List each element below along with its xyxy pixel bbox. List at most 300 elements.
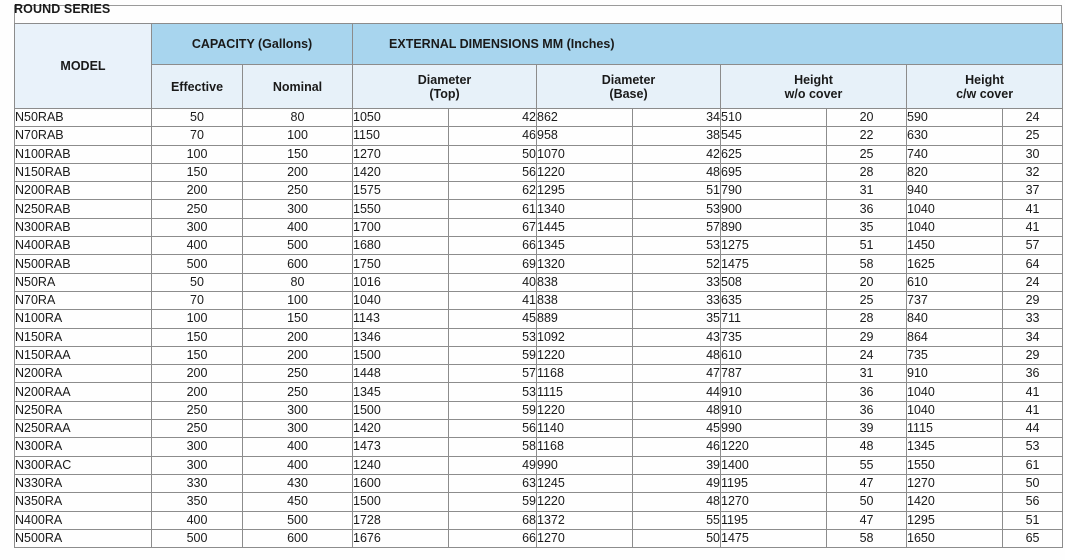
diameter-base-mm-cell: 862 xyxy=(537,109,633,127)
diameter-top-in-cell: 59 xyxy=(449,346,537,364)
height-cw-cover-in-cell: 29 xyxy=(1003,346,1063,364)
diameter-top-header: Diameter (Top) xyxy=(353,65,537,109)
height-wo-cover-in-cell: 39 xyxy=(827,420,907,438)
effective-cell: 150 xyxy=(152,346,243,364)
height-wo-cover-mm-cell: 625 xyxy=(721,145,827,163)
height-wo-cover-in-cell: 20 xyxy=(827,273,907,291)
diameter-base-in-cell: 48 xyxy=(633,346,721,364)
nominal-cell: 80 xyxy=(243,273,353,291)
height-wo-cover-in-cell: 36 xyxy=(827,383,907,401)
height-cw-cover-mm-cell: 610 xyxy=(907,273,1003,291)
diameter-top-mm-cell: 1550 xyxy=(353,200,449,218)
diameter-base-mm-cell: 1295 xyxy=(537,182,633,200)
height-cw-cover-in-cell: 56 xyxy=(1003,493,1063,511)
diameter-base-mm-cell: 1270 xyxy=(537,529,633,547)
effective-cell: 500 xyxy=(152,529,243,547)
effective-cell: 400 xyxy=(152,237,243,255)
diameter-base-in-cell: 45 xyxy=(633,420,721,438)
height-wo-cover-mm-cell: 1400 xyxy=(721,456,827,474)
diameter-base-in-cell: 57 xyxy=(633,218,721,236)
diameter-base-mm-cell: 1320 xyxy=(537,255,633,273)
diameter-base-mm-cell: 838 xyxy=(537,291,633,309)
height-cw-cover-mm-cell: 1115 xyxy=(907,420,1003,438)
height-cw-cover-in-cell: 34 xyxy=(1003,328,1063,346)
height-wo-cover-in-cell: 58 xyxy=(827,529,907,547)
height-wo-cover-in-cell: 47 xyxy=(827,511,907,529)
model-cell: N400RA xyxy=(15,511,152,529)
table-row xyxy=(15,529,1063,547)
model-cell: N300RAB xyxy=(15,218,152,236)
diameter-base-mm-cell: 1140 xyxy=(537,420,633,438)
height-wo-cover-mm-cell: 711 xyxy=(721,310,827,328)
height-cw-cover-header: Height c/w cover xyxy=(907,65,1063,109)
effective-cell: 70 xyxy=(152,127,243,145)
effective-cell: 500 xyxy=(152,255,243,273)
diameter-top-mm-cell: 1575 xyxy=(353,182,449,200)
nominal-cell: 250 xyxy=(243,182,353,200)
height-cw-cover-in-cell: 30 xyxy=(1003,145,1063,163)
model-cell: N70RAB xyxy=(15,127,152,145)
height-wo-cover-in-cell: 28 xyxy=(827,310,907,328)
diameter-top-mm-cell: 1270 xyxy=(353,145,449,163)
height-wo-cover-mm-cell: 1195 xyxy=(721,511,827,529)
diameter-top-in-cell: 45 xyxy=(449,310,537,328)
height-wo-cover-mm-cell: 900 xyxy=(721,200,827,218)
height-wo-cover-mm-cell: 990 xyxy=(721,420,827,438)
table-row xyxy=(15,474,1063,492)
model-cell: N250RA xyxy=(15,401,152,419)
height-cw-cover-mm-cell: 864 xyxy=(907,328,1003,346)
model-cell: N200RAB xyxy=(15,182,152,200)
model-cell: N400RAB xyxy=(15,237,152,255)
diameter-top-mm-cell: 1040 xyxy=(353,291,449,309)
diameter-top-in-cell: 40 xyxy=(449,273,537,291)
diameter-top-mm-cell: 1420 xyxy=(353,163,449,181)
diameter-top-in-cell: 46 xyxy=(449,127,537,145)
diameter-base-header: Diameter (Base) xyxy=(537,65,721,109)
diameter-top-in-cell: 69 xyxy=(449,255,537,273)
model-cell: N300RA xyxy=(15,438,152,456)
model-cell: N250RAA xyxy=(15,420,152,438)
effective-cell: 200 xyxy=(152,383,243,401)
table-body xyxy=(15,109,1063,548)
diameter-top-in-cell: 59 xyxy=(449,401,537,419)
height-wo-cover-in-cell: 20 xyxy=(827,109,907,127)
effective-cell: 300 xyxy=(152,438,243,456)
diameter-base-mm-cell: 1345 xyxy=(537,237,633,255)
diameter-top-in-cell: 68 xyxy=(449,511,537,529)
height-cw-cover-in-cell: 61 xyxy=(1003,456,1063,474)
height-wo-cover-in-cell: 28 xyxy=(827,163,907,181)
diameter-top-in-cell: 58 xyxy=(449,438,537,456)
nominal-cell: 100 xyxy=(243,291,353,309)
effective-cell: 330 xyxy=(152,474,243,492)
height-cw-cover-in-cell: 51 xyxy=(1003,511,1063,529)
table-row xyxy=(15,163,1063,181)
height-cw-cover-mm-cell: 1040 xyxy=(907,218,1003,236)
effective-cell: 50 xyxy=(152,109,243,127)
table-row xyxy=(15,383,1063,401)
height-cw-cover-mm-cell: 630 xyxy=(907,127,1003,145)
nominal-header: Nominal xyxy=(243,65,353,109)
nominal-cell: 80 xyxy=(243,109,353,127)
diameter-base-in-cell: 49 xyxy=(633,474,721,492)
diameter-top-mm-cell: 1016 xyxy=(353,273,449,291)
height-wo-cover-mm-cell: 510 xyxy=(721,109,827,127)
diameter-top-in-cell: 67 xyxy=(449,218,537,236)
height-wo-cover-in-cell: 47 xyxy=(827,474,907,492)
diameter-top-in-cell: 61 xyxy=(449,200,537,218)
height-cw-cover-in-cell: 33 xyxy=(1003,310,1063,328)
model-cell: N200RAA xyxy=(15,383,152,401)
height-cw-cover-mm-cell: 735 xyxy=(907,346,1003,364)
height-cw-cover-mm-cell: 1270 xyxy=(907,474,1003,492)
diameter-base-in-cell: 48 xyxy=(633,401,721,419)
height-wo-cover-in-cell: 31 xyxy=(827,365,907,383)
diameter-base-mm-cell: 838 xyxy=(537,273,633,291)
effective-header: Effective xyxy=(152,65,243,109)
diameter-top-in-cell: 63 xyxy=(449,474,537,492)
height-cw-cover-mm-cell: 1345 xyxy=(907,438,1003,456)
diameter-base-mm-cell: 1445 xyxy=(537,218,633,236)
effective-cell: 150 xyxy=(152,328,243,346)
effective-cell: 300 xyxy=(152,218,243,236)
diameter-base-mm-cell: 1372 xyxy=(537,511,633,529)
diameter-base-in-cell: 44 xyxy=(633,383,721,401)
table-row xyxy=(15,237,1063,255)
height-cw-cover-mm-cell: 1625 xyxy=(907,255,1003,273)
diameter-base-in-cell: 34 xyxy=(633,109,721,127)
model-header: MODEL xyxy=(15,24,152,109)
diameter-top-in-cell: 50 xyxy=(449,145,537,163)
diameter-top-in-cell: 62 xyxy=(449,182,537,200)
height-wo-cover-in-cell: 55 xyxy=(827,456,907,474)
diameter-base-mm-cell: 1168 xyxy=(537,438,633,456)
diameter-top-mm-cell: 1676 xyxy=(353,529,449,547)
diameter-base-in-cell: 33 xyxy=(633,273,721,291)
diameter-base-mm-cell: 1070 xyxy=(537,145,633,163)
height-wo-cover-mm-cell: 1475 xyxy=(721,255,827,273)
model-cell: N250RAB xyxy=(15,200,152,218)
height-wo-cover-in-cell: 48 xyxy=(827,438,907,456)
section-title: ROUND SERIES xyxy=(14,2,111,16)
diameter-top-in-cell: 59 xyxy=(449,493,537,511)
height-cw-cover-in-cell: 36 xyxy=(1003,365,1063,383)
table-row xyxy=(15,255,1063,273)
height-wo-cover-in-cell: 35 xyxy=(827,218,907,236)
height-wo-cover-mm-cell: 545 xyxy=(721,127,827,145)
effective-cell: 200 xyxy=(152,365,243,383)
nominal-cell: 200 xyxy=(243,346,353,364)
table-row xyxy=(15,328,1063,346)
height-cw-cover-mm-cell: 1550 xyxy=(907,456,1003,474)
table-row xyxy=(15,218,1063,236)
diameter-base-in-cell: 51 xyxy=(633,182,721,200)
height-cw-cover-mm-cell: 1420 xyxy=(907,493,1003,511)
height-wo-cover-in-cell: 58 xyxy=(827,255,907,273)
nominal-cell: 250 xyxy=(243,365,353,383)
height-cw-cover-in-cell: 57 xyxy=(1003,237,1063,255)
table-row xyxy=(15,365,1063,383)
model-cell: N330RA xyxy=(15,474,152,492)
height-cw-cover-in-cell: 29 xyxy=(1003,291,1063,309)
table-row xyxy=(15,511,1063,529)
table-row xyxy=(15,456,1063,474)
diameter-top-mm-cell: 1346 xyxy=(353,328,449,346)
model-cell: N350RA xyxy=(15,493,152,511)
effective-cell: 250 xyxy=(152,401,243,419)
nominal-cell: 500 xyxy=(243,237,353,255)
effective-cell: 300 xyxy=(152,456,243,474)
diameter-base-in-cell: 33 xyxy=(633,291,721,309)
diameter-base-mm-cell: 1168 xyxy=(537,365,633,383)
height-wo-cover-mm-cell: 695 xyxy=(721,163,827,181)
height-wo-cover-mm-cell: 635 xyxy=(721,291,827,309)
diameter-base-mm-cell: 1092 xyxy=(537,328,633,346)
height-wo-cover-mm-cell: 910 xyxy=(721,383,827,401)
table-row xyxy=(15,401,1063,419)
model-cell: N100RA xyxy=(15,310,152,328)
diameter-base-mm-cell: 1220 xyxy=(537,346,633,364)
model-cell: N150RA xyxy=(15,328,152,346)
height-wo-cover-mm-cell: 1275 xyxy=(721,237,827,255)
table-row xyxy=(15,127,1063,145)
height-cw-cover-in-cell: 53 xyxy=(1003,438,1063,456)
nominal-cell: 200 xyxy=(243,328,353,346)
height-cw-cover-in-cell: 41 xyxy=(1003,383,1063,401)
nominal-cell: 100 xyxy=(243,127,353,145)
table-row xyxy=(15,291,1063,309)
nominal-cell: 300 xyxy=(243,401,353,419)
model-cell: N150RAA xyxy=(15,346,152,364)
diameter-top-mm-cell: 1500 xyxy=(353,346,449,364)
height-cw-cover-mm-cell: 1040 xyxy=(907,383,1003,401)
height-wo-cover-in-cell: 29 xyxy=(827,328,907,346)
table-row xyxy=(15,420,1063,438)
diameter-base-mm-cell: 990 xyxy=(537,456,633,474)
table-row xyxy=(15,109,1063,127)
height-wo-cover-in-cell: 25 xyxy=(827,291,907,309)
height-cw-cover-mm-cell: 1295 xyxy=(907,511,1003,529)
height-wo-cover-mm-cell: 787 xyxy=(721,365,827,383)
table-row xyxy=(15,310,1063,328)
height-cw-cover-mm-cell: 1040 xyxy=(907,401,1003,419)
height-wo-cover-mm-cell: 890 xyxy=(721,218,827,236)
height-wo-cover-mm-cell: 790 xyxy=(721,182,827,200)
nominal-cell: 150 xyxy=(243,145,353,163)
diameter-top-in-cell: 53 xyxy=(449,383,537,401)
effective-cell: 350 xyxy=(152,493,243,511)
model-cell: N50RAB xyxy=(15,109,152,127)
effective-cell: 70 xyxy=(152,291,243,309)
diameter-top-in-cell: 42 xyxy=(449,109,537,127)
diameter-base-in-cell: 48 xyxy=(633,493,721,511)
height-cw-cover-in-cell: 41 xyxy=(1003,401,1063,419)
height-cw-cover-mm-cell: 940 xyxy=(907,182,1003,200)
height-wo-cover-mm-cell: 508 xyxy=(721,273,827,291)
table-row xyxy=(15,182,1063,200)
height-cw-cover-mm-cell: 840 xyxy=(907,310,1003,328)
height-wo-cover-mm-cell: 910 xyxy=(721,401,827,419)
round-series-table xyxy=(14,23,1063,548)
table-row xyxy=(15,273,1063,291)
height-cw-cover-in-cell: 64 xyxy=(1003,255,1063,273)
diameter-base-in-cell: 35 xyxy=(633,310,721,328)
height-cw-cover-in-cell: 24 xyxy=(1003,273,1063,291)
nominal-cell: 430 xyxy=(243,474,353,492)
nominal-cell: 250 xyxy=(243,383,353,401)
diameter-top-mm-cell: 1700 xyxy=(353,218,449,236)
nominal-cell: 150 xyxy=(243,310,353,328)
nominal-cell: 400 xyxy=(243,438,353,456)
height-cw-cover-mm-cell: 1450 xyxy=(907,237,1003,255)
effective-cell: 200 xyxy=(152,182,243,200)
diameter-top-mm-cell: 1143 xyxy=(353,310,449,328)
height-cw-cover-in-cell: 25 xyxy=(1003,127,1063,145)
height-wo-cover-in-cell: 51 xyxy=(827,237,907,255)
diameter-base-in-cell: 42 xyxy=(633,145,721,163)
effective-cell: 100 xyxy=(152,145,243,163)
height-wo-cover-mm-cell: 735 xyxy=(721,328,827,346)
diameter-base-in-cell: 55 xyxy=(633,511,721,529)
diameter-base-mm-cell: 958 xyxy=(537,127,633,145)
diameter-top-mm-cell: 1420 xyxy=(353,420,449,438)
model-cell: N500RAB xyxy=(15,255,152,273)
diameter-base-in-cell: 46 xyxy=(633,438,721,456)
height-wo-cover-mm-cell: 610 xyxy=(721,346,827,364)
diameter-base-in-cell: 53 xyxy=(633,200,721,218)
model-cell: N500RA xyxy=(15,529,152,547)
diameter-top-mm-cell: 1050 xyxy=(353,109,449,127)
height-cw-cover-in-cell: 65 xyxy=(1003,529,1063,547)
height-wo-cover-mm-cell: 1270 xyxy=(721,493,827,511)
diameter-base-mm-cell: 1115 xyxy=(537,383,633,401)
table-row xyxy=(15,346,1063,364)
height-wo-cover-in-cell: 36 xyxy=(827,200,907,218)
nominal-cell: 600 xyxy=(243,255,353,273)
diameter-base-in-cell: 43 xyxy=(633,328,721,346)
height-cw-cover-in-cell: 41 xyxy=(1003,218,1063,236)
height-cw-cover-in-cell: 50 xyxy=(1003,474,1063,492)
height-wo-cover-in-cell: 22 xyxy=(827,127,907,145)
height-wo-cover-mm-cell: 1195 xyxy=(721,474,827,492)
height-cw-cover-in-cell: 24 xyxy=(1003,109,1063,127)
diameter-top-mm-cell: 1473 xyxy=(353,438,449,456)
diameter-base-in-cell: 47 xyxy=(633,365,721,383)
table-row xyxy=(15,438,1063,456)
diameter-base-in-cell: 50 xyxy=(633,529,721,547)
height-cw-cover-in-cell: 41 xyxy=(1003,200,1063,218)
effective-cell: 100 xyxy=(152,310,243,328)
diameter-top-in-cell: 66 xyxy=(449,529,537,547)
effective-cell: 250 xyxy=(152,200,243,218)
effective-cell: 50 xyxy=(152,273,243,291)
model-cell: N150RAB xyxy=(15,163,152,181)
height-cw-cover-in-cell: 44 xyxy=(1003,420,1063,438)
section-title-bar xyxy=(14,5,1062,23)
diameter-base-mm-cell: 889 xyxy=(537,310,633,328)
height-cw-cover-in-cell: 32 xyxy=(1003,163,1063,181)
model-cell: N70RA xyxy=(15,291,152,309)
diameter-top-mm-cell: 1448 xyxy=(353,365,449,383)
diameter-top-in-cell: 56 xyxy=(449,420,537,438)
diameter-base-in-cell: 38 xyxy=(633,127,721,145)
diameter-base-mm-cell: 1340 xyxy=(537,200,633,218)
diameter-top-mm-cell: 1750 xyxy=(353,255,449,273)
model-cell: N300RAC xyxy=(15,456,152,474)
effective-cell: 250 xyxy=(152,420,243,438)
diameter-top-in-cell: 41 xyxy=(449,291,537,309)
diameter-base-in-cell: 39 xyxy=(633,456,721,474)
height-cw-cover-mm-cell: 737 xyxy=(907,291,1003,309)
effective-cell: 150 xyxy=(152,163,243,181)
height-wo-cover-mm-cell: 1475 xyxy=(721,529,827,547)
height-wo-cover-in-cell: 50 xyxy=(827,493,907,511)
height-wo-cover-in-cell: 31 xyxy=(827,182,907,200)
diameter-top-mm-cell: 1600 xyxy=(353,474,449,492)
diameter-top-mm-cell: 1728 xyxy=(353,511,449,529)
nominal-cell: 200 xyxy=(243,163,353,181)
diameter-top-in-cell: 66 xyxy=(449,237,537,255)
height-wo-cover-header: Height w/o cover xyxy=(721,65,907,109)
capacity-header: CAPACITY (Gallons) xyxy=(152,24,353,65)
height-wo-cover-mm-cell: 1220 xyxy=(721,438,827,456)
diameter-top-in-cell: 53 xyxy=(449,328,537,346)
diameter-top-mm-cell: 1345 xyxy=(353,383,449,401)
diameter-base-in-cell: 53 xyxy=(633,237,721,255)
diameter-base-mm-cell: 1220 xyxy=(537,401,633,419)
height-wo-cover-in-cell: 25 xyxy=(827,145,907,163)
nominal-cell: 450 xyxy=(243,493,353,511)
diameter-base-in-cell: 52 xyxy=(633,255,721,273)
height-cw-cover-mm-cell: 1040 xyxy=(907,200,1003,218)
nominal-cell: 400 xyxy=(243,456,353,474)
diameter-base-mm-cell: 1245 xyxy=(537,474,633,492)
nominal-cell: 300 xyxy=(243,420,353,438)
nominal-cell: 500 xyxy=(243,511,353,529)
model-cell: N50RA xyxy=(15,273,152,291)
model-cell: N100RAB xyxy=(15,145,152,163)
diameter-top-in-cell: 57 xyxy=(449,365,537,383)
diameter-base-in-cell: 48 xyxy=(633,163,721,181)
height-cw-cover-mm-cell: 740 xyxy=(907,145,1003,163)
diameter-top-mm-cell: 1240 xyxy=(353,456,449,474)
table-row xyxy=(15,200,1063,218)
external-dimensions-header: EXTERNAL DIMENSIONS MM (Inches) xyxy=(353,24,1063,65)
diameter-base-mm-cell: 1220 xyxy=(537,493,633,511)
diameter-top-mm-cell: 1150 xyxy=(353,127,449,145)
diameter-top-mm-cell: 1680 xyxy=(353,237,449,255)
model-cell: N200RA xyxy=(15,365,152,383)
diameter-top-in-cell: 49 xyxy=(449,456,537,474)
height-cw-cover-mm-cell: 820 xyxy=(907,163,1003,181)
diameter-base-mm-cell: 1220 xyxy=(537,163,633,181)
height-wo-cover-in-cell: 24 xyxy=(827,346,907,364)
height-cw-cover-mm-cell: 910 xyxy=(907,365,1003,383)
diameter-top-mm-cell: 1500 xyxy=(353,401,449,419)
diameter-top-in-cell: 56 xyxy=(449,163,537,181)
table-row xyxy=(15,145,1063,163)
nominal-cell: 600 xyxy=(243,529,353,547)
nominal-cell: 300 xyxy=(243,200,353,218)
height-cw-cover-in-cell: 37 xyxy=(1003,182,1063,200)
table-row xyxy=(15,493,1063,511)
effective-cell: 400 xyxy=(152,511,243,529)
height-cw-cover-mm-cell: 590 xyxy=(907,109,1003,127)
height-cw-cover-mm-cell: 1650 xyxy=(907,529,1003,547)
height-wo-cover-in-cell: 36 xyxy=(827,401,907,419)
nominal-cell: 400 xyxy=(243,218,353,236)
